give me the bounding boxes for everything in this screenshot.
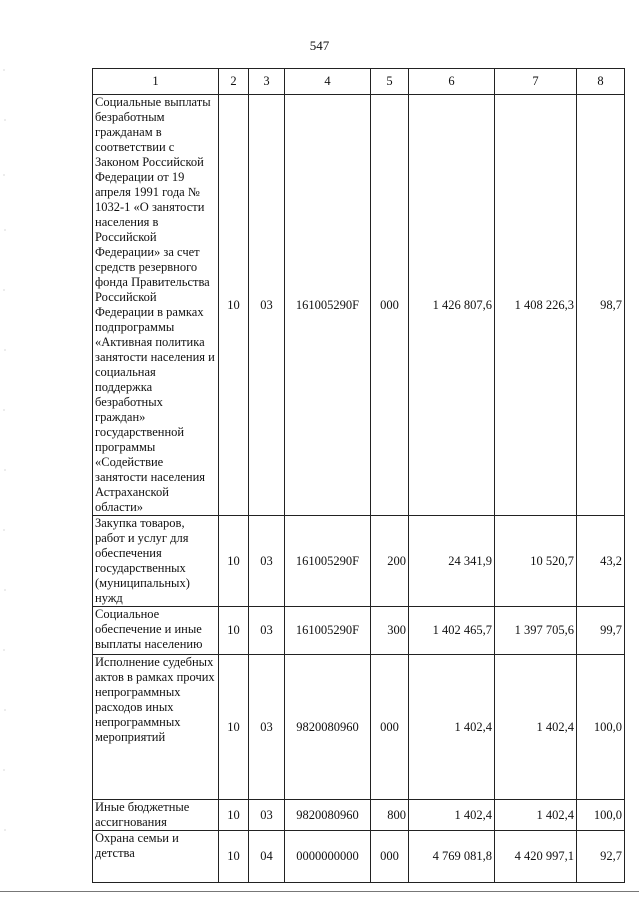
rz-cell: 10 <box>219 95 249 516</box>
rz-cell: 10 <box>219 655 249 800</box>
percent-cell: 98,7 <box>577 95 625 516</box>
plan-cell: 1 402,4 <box>409 800 495 831</box>
pr-cell: 04 <box>249 831 285 883</box>
header-cell: 4 <box>285 69 371 95</box>
csr-cell: 9820080960 <box>285 655 371 800</box>
plan-cell: 1 402,4 <box>409 655 495 800</box>
row-name: Социальное обеспечение и иные выплаты населению <box>93 607 219 655</box>
rz-cell: 10 <box>219 831 249 883</box>
csr-cell: 161005290F <box>285 95 371 516</box>
plan-cell: 1 402 465,7 <box>409 607 495 655</box>
csr-cell: 161005290F <box>285 516 371 607</box>
row-name: Исполнение судебных актов в рамках прочих непрограммных расходов иных непрограммных мероприятий <box>93 655 219 800</box>
fact-cell: 4 420 997,1 <box>495 831 577 883</box>
table-row <box>93 607 625 655</box>
table-row <box>93 655 625 800</box>
row-name: Охрана семьи и детства <box>93 831 219 883</box>
csr-cell: 161005290F <box>285 607 371 655</box>
header-cell: 5 <box>371 69 409 95</box>
vr-cell: 200 <box>371 516 409 607</box>
csr-cell: 0000000000 <box>285 831 371 883</box>
plan-cell: 1 426 807,6 <box>409 95 495 516</box>
fact-cell: 1 402,4 <box>495 655 577 800</box>
table-row <box>93 516 625 607</box>
vr-cell: 000 <box>371 655 409 800</box>
percent-cell: 100,0 <box>577 800 625 831</box>
fact-cell: 1 402,4 <box>495 800 577 831</box>
row-name: Закупка товаров, работ и услуг для обеспечения государственных (муниципальных) нужд <box>93 516 219 607</box>
row-name: Социальные выплаты безработным гражданам в соответствии с Законом Российской Федерации от 19 апреля 1991 года № 1032-1 «О занятости населения в Российской Федерации» за счет средств резервного фонда Правительства Российской Федерации в рамках подпрограммы «Активная политика занятости населения и социальная поддержка безработных граждан» государственной программы «Содействие занятости населения Астраханской области» <box>93 95 219 516</box>
table-row <box>93 800 625 831</box>
budget-table <box>92 68 625 883</box>
header-cell: 7 <box>495 69 577 95</box>
pr-cell: 03 <box>249 800 285 831</box>
vr-cell: 800 <box>371 800 409 831</box>
pr-cell: 03 <box>249 95 285 516</box>
rz-cell: 10 <box>219 607 249 655</box>
rz-cell: 10 <box>219 516 249 607</box>
header-cell: 6 <box>409 69 495 95</box>
fact-cell: 10 520,7 <box>495 516 577 607</box>
vr-cell: 300 <box>371 607 409 655</box>
rz-cell: 10 <box>219 800 249 831</box>
percent-cell: 99,7 <box>577 607 625 655</box>
scan-bottom-edge <box>0 891 639 892</box>
header-cell: 8 <box>577 69 625 95</box>
plan-cell: 4 769 081,8 <box>409 831 495 883</box>
csr-cell: 9820080960 <box>285 800 371 831</box>
plan-cell: 24 341,9 <box>409 516 495 607</box>
fact-cell: 1 408 226,3 <box>495 95 577 516</box>
header-cell: 2 <box>219 69 249 95</box>
vr-cell: 000 <box>371 831 409 883</box>
scan-edge-specks <box>0 0 12 905</box>
page-number: 547 <box>309 38 330 53</box>
table-row <box>93 95 625 516</box>
header-cell: 3 <box>249 69 285 95</box>
header-cell: 1 <box>93 69 219 95</box>
percent-cell: 43,2 <box>577 516 625 607</box>
pr-cell: 03 <box>249 607 285 655</box>
pr-cell: 03 <box>249 655 285 800</box>
percent-cell: 92,7 <box>577 831 625 883</box>
percent-cell: 100,0 <box>577 655 625 800</box>
row-name: Иные бюджетные ассигнования <box>93 800 219 831</box>
header-row <box>93 69 625 95</box>
pr-cell: 03 <box>249 516 285 607</box>
fact-cell: 1 397 705,6 <box>495 607 577 655</box>
table-row <box>93 831 625 883</box>
vr-cell: 000 <box>371 95 409 516</box>
